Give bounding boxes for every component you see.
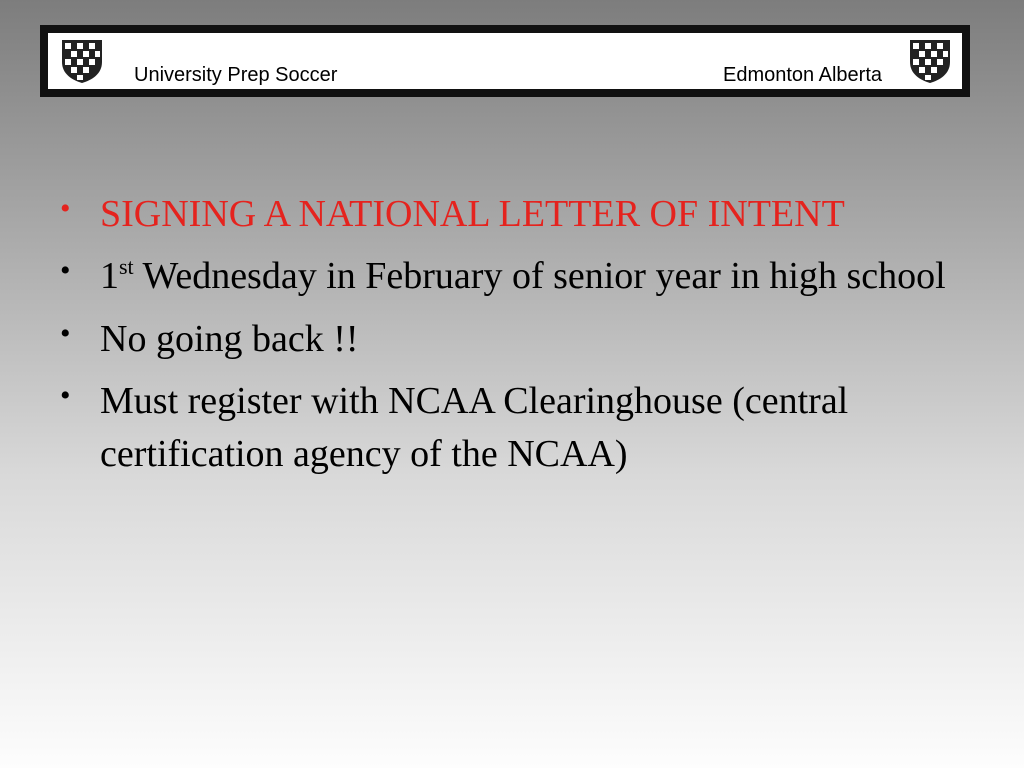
bullet-list: [60, 188, 980, 490]
bullet-text: No going back !!: [100, 317, 359, 360]
bullet-item-no-going-back: [60, 313, 980, 365]
header-org-name: University Prep Soccer: [134, 64, 338, 86]
bullet-item-clearinghouse: [60, 375, 980, 480]
bullet-text: Must register with NCAA Clearinghouse (central certification agency of the NCAA): [100, 380, 849, 475]
bullet-dot: •: [60, 192, 71, 225]
header-banner: [48, 33, 962, 89]
ordinal-number: 1: [100, 255, 119, 298]
bullet-dot: •: [60, 316, 71, 350]
ordinal-suffix: st: [119, 254, 134, 280]
bullet-text: Wednesday in February of senior year in high school: [133, 255, 946, 298]
shield-crest-icon: [60, 38, 104, 84]
shield-crest-icon: [908, 38, 952, 84]
bullet-text: SIGNING A NATIONAL LETTER OF INTENT: [100, 193, 845, 235]
slide-header: [40, 25, 970, 97]
header-location: Edmonton Alberta: [723, 64, 882, 86]
bullet-dot: •: [60, 379, 71, 413]
bullet-item-signing-date: [60, 250, 980, 302]
bullet-item-nli: [60, 188, 980, 240]
bullet-dot: •: [60, 254, 71, 288]
